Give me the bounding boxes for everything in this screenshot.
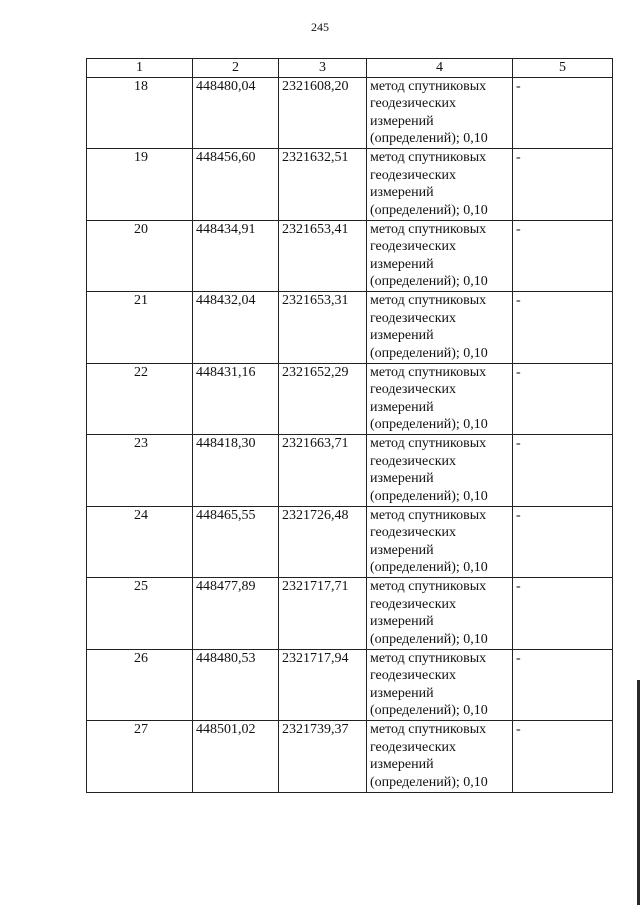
method-description: метод спутниковых геодезических измерений (определений); 0,10	[367, 506, 513, 578]
note-cell: -	[513, 363, 613, 435]
point-number: 18	[87, 77, 193, 149]
note-cell: -	[513, 435, 613, 507]
table-row	[87, 578, 613, 650]
table-row	[87, 77, 613, 149]
coordinate-x: 448434,91	[193, 220, 279, 292]
coordinate-x: 448501,02	[193, 721, 279, 793]
coordinate-x: 448480,04	[193, 77, 279, 149]
point-number: 20	[87, 220, 193, 292]
coordinate-x: 448431,16	[193, 363, 279, 435]
point-number: 22	[87, 363, 193, 435]
table-row	[87, 363, 613, 435]
method-description: метод спутниковых геодезических измерений (определений); 0,10	[367, 649, 513, 721]
table-row	[87, 721, 613, 793]
coordinate-y: 2321717,71	[279, 578, 367, 650]
point-number: 21	[87, 292, 193, 364]
note-cell: -	[513, 292, 613, 364]
coordinate-y: 2321739,37	[279, 721, 367, 793]
table-row	[87, 435, 613, 507]
coordinate-x: 448465,55	[193, 506, 279, 578]
method-description: метод спутниковых геодезических измерений (определений); 0,10	[367, 77, 513, 149]
table-row	[87, 220, 613, 292]
header-cell: 1	[87, 59, 193, 78]
header-row	[87, 59, 613, 78]
point-number: 23	[87, 435, 193, 507]
coordinate-y: 2321653,41	[279, 220, 367, 292]
header-cell: 4	[367, 59, 513, 78]
page-number: 245	[311, 20, 329, 34]
coordinate-y: 2321632,51	[279, 149, 367, 221]
coordinate-x: 448477,89	[193, 578, 279, 650]
coordinate-y: 2321652,29	[279, 363, 367, 435]
coordinates-table	[86, 58, 613, 793]
header-cell: 2	[193, 59, 279, 78]
note-cell: -	[513, 649, 613, 721]
point-number: 25	[87, 578, 193, 650]
note-cell: -	[513, 220, 613, 292]
coordinate-x: 448456,60	[193, 149, 279, 221]
method-description: метод спутниковых геодезических измерений (определений); 0,10	[367, 435, 513, 507]
coordinate-y: 2321717,94	[279, 649, 367, 721]
point-number: 27	[87, 721, 193, 793]
point-number: 19	[87, 149, 193, 221]
method-description: метод спутниковых геодезических измерений (определений); 0,10	[367, 363, 513, 435]
point-number: 24	[87, 506, 193, 578]
coordinate-y: 2321663,71	[279, 435, 367, 507]
method-description: метод спутниковых геодезических измерений (определений); 0,10	[367, 578, 513, 650]
method-description: метод спутниковых геодезических измерений (определений); 0,10	[367, 721, 513, 793]
coordinate-x: 448432,04	[193, 292, 279, 364]
coordinate-y: 2321726,48	[279, 506, 367, 578]
table-row	[87, 292, 613, 364]
coordinate-y: 2321608,20	[279, 77, 367, 149]
note-cell: -	[513, 578, 613, 650]
header-cell: 5	[513, 59, 613, 78]
coordinate-x: 448480,53	[193, 649, 279, 721]
note-cell: -	[513, 77, 613, 149]
table-row	[87, 506, 613, 578]
note-cell: -	[513, 506, 613, 578]
method-description: метод спутниковых геодезических измерений (определений); 0,10	[367, 292, 513, 364]
note-cell: -	[513, 721, 613, 793]
table-row	[87, 149, 613, 221]
method-description: метод спутниковых геодезических измерений (определений); 0,10	[367, 220, 513, 292]
note-cell: -	[513, 149, 613, 221]
coordinate-x: 448418,30	[193, 435, 279, 507]
point-number: 26	[87, 649, 193, 721]
header-cell: 3	[279, 59, 367, 78]
method-description: метод спутниковых геодезических измерений (определений); 0,10	[367, 149, 513, 221]
coordinate-y: 2321653,31	[279, 292, 367, 364]
table-row	[87, 649, 613, 721]
